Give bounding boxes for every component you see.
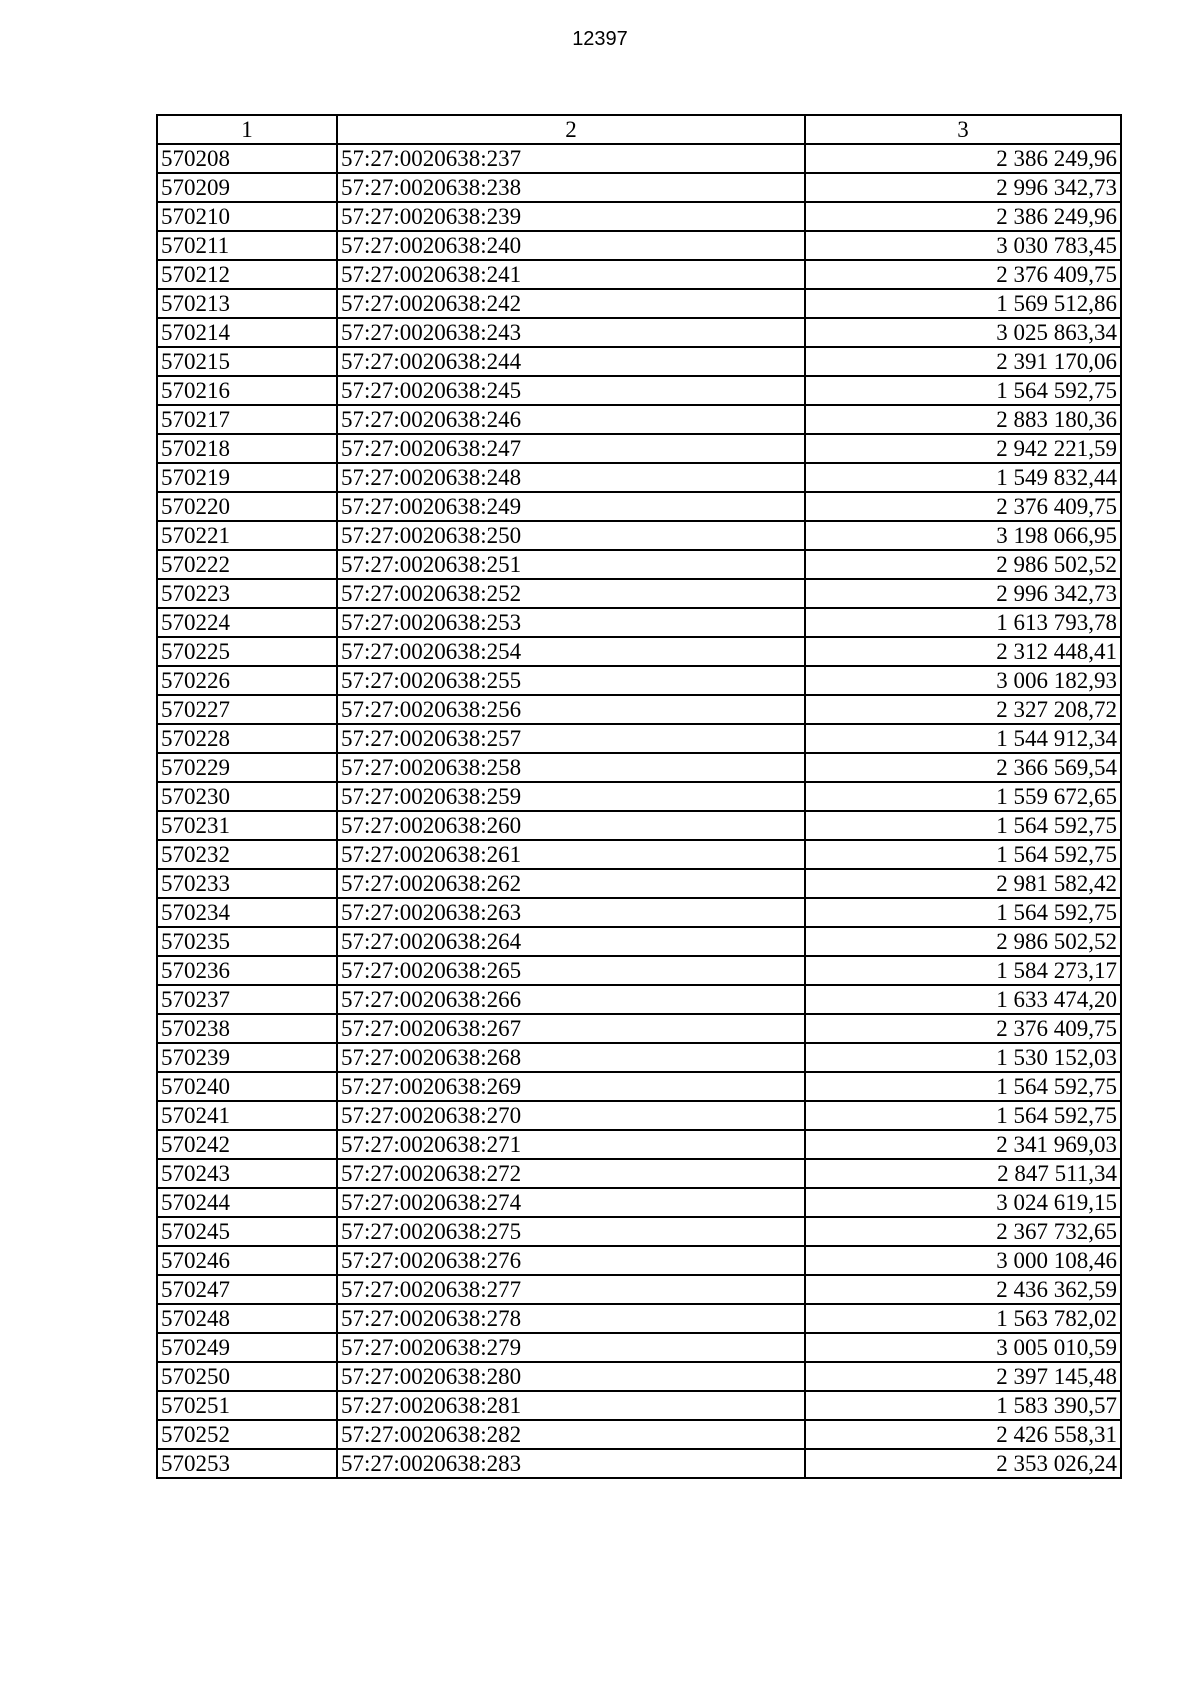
table-row	[157, 144, 1121, 173]
table-row	[157, 1101, 1121, 1130]
cadastral-number-cell: 57:27:0020638:256	[337, 695, 805, 724]
cadastral-value-cell: 2 996 342,73	[805, 579, 1121, 608]
row-number-cell: 570219	[157, 463, 337, 492]
row-number-cell: 570213	[157, 289, 337, 318]
table-row	[157, 1449, 1121, 1478]
cadastral-value-cell: 1 530 152,03	[805, 1043, 1121, 1072]
cadastral-number-cell: 57:27:0020638:255	[337, 666, 805, 695]
table-row	[157, 463, 1121, 492]
cadastral-value-cell: 3 024 619,15	[805, 1188, 1121, 1217]
cadastral-number-cell: 57:27:0020638:268	[337, 1043, 805, 1072]
table-row	[157, 724, 1121, 753]
cadastral-value-cell: 2 436 362,59	[805, 1275, 1121, 1304]
cadastral-value-cell: 2 942 221,59	[805, 434, 1121, 463]
row-number-cell: 570241	[157, 1101, 337, 1130]
row-number-cell: 570224	[157, 608, 337, 637]
table-row	[157, 985, 1121, 1014]
cadastral-number-cell: 57:27:0020638:250	[337, 521, 805, 550]
row-number-cell: 570245	[157, 1217, 337, 1246]
cadastral-number-cell: 57:27:0020638:274	[337, 1188, 805, 1217]
table-row	[157, 1188, 1121, 1217]
table-row	[157, 898, 1121, 927]
cadastral-number-cell: 57:27:0020638:259	[337, 782, 805, 811]
cadastral-value-cell: 3 000 108,46	[805, 1246, 1121, 1275]
cadastral-number-cell: 57:27:0020638:240	[337, 231, 805, 260]
cadastral-number-cell: 57:27:0020638:243	[337, 318, 805, 347]
cadastral-number-cell: 57:27:0020638:281	[337, 1391, 805, 1420]
cadastral-number-cell: 57:27:0020638:277	[337, 1275, 805, 1304]
row-number-cell: 570231	[157, 811, 337, 840]
cadastral-value-cell: 2 376 409,75	[805, 492, 1121, 521]
cadastral-value-cell: 2 996 342,73	[805, 173, 1121, 202]
row-number-cell: 570240	[157, 1072, 337, 1101]
cadastral-number-cell: 57:27:0020638:254	[337, 637, 805, 666]
table-row	[157, 1362, 1121, 1391]
row-number-cell: 570217	[157, 405, 337, 434]
table-row	[157, 956, 1121, 985]
cadastral-number-cell: 57:27:0020638:269	[337, 1072, 805, 1101]
table-row	[157, 579, 1121, 608]
row-number-cell: 570242	[157, 1130, 337, 1159]
table-row	[157, 492, 1121, 521]
cadastral-number-cell: 57:27:0020638:247	[337, 434, 805, 463]
row-number-cell: 570223	[157, 579, 337, 608]
table-row	[157, 521, 1121, 550]
row-number-cell: 570244	[157, 1188, 337, 1217]
cadastral-number-cell: 57:27:0020638:280	[337, 1362, 805, 1391]
table-row	[157, 811, 1121, 840]
cadastral-value-cell: 2 397 145,48	[805, 1362, 1121, 1391]
cadastral-number-cell: 57:27:0020638:265	[337, 956, 805, 985]
table-row	[157, 753, 1121, 782]
cadastral-value-cell: 3 198 066,95	[805, 521, 1121, 550]
row-number-cell: 570247	[157, 1275, 337, 1304]
cadastral-value-cell: 3 006 182,93	[805, 666, 1121, 695]
row-number-cell: 570235	[157, 927, 337, 956]
table-row	[157, 1420, 1121, 1449]
row-number-cell: 570229	[157, 753, 337, 782]
cadastral-value-cell: 2 366 569,54	[805, 753, 1121, 782]
cadastral-value-cell: 1 564 592,75	[805, 1072, 1121, 1101]
cadastral-number-cell: 57:27:0020638:244	[337, 347, 805, 376]
row-number-cell: 570238	[157, 1014, 337, 1043]
cadastral-number-cell: 57:27:0020638:241	[337, 260, 805, 289]
cadastral-value-cell: 1 583 390,57	[805, 1391, 1121, 1420]
row-number-cell: 570218	[157, 434, 337, 463]
table-row	[157, 260, 1121, 289]
cadastral-value-cell: 3 030 783,45	[805, 231, 1121, 260]
column-header-2: 2	[337, 115, 805, 144]
row-number-cell: 570232	[157, 840, 337, 869]
row-number-cell: 570230	[157, 782, 337, 811]
table-row	[157, 1014, 1121, 1043]
table-row	[157, 1275, 1121, 1304]
cadastral-number-cell: 57:27:0020638:266	[337, 985, 805, 1014]
table-row	[157, 173, 1121, 202]
cadastral-value-cell: 2 986 502,52	[805, 550, 1121, 579]
row-number-cell: 570246	[157, 1246, 337, 1275]
cadastral-value-cell: 2 367 732,65	[805, 1217, 1121, 1246]
cadastral-value-cell: 1 559 672,65	[805, 782, 1121, 811]
cadastral-value-cell: 2 327 208,72	[805, 695, 1121, 724]
table-row	[157, 840, 1121, 869]
cadastral-number-cell: 57:27:0020638:257	[337, 724, 805, 753]
cadastral-value-cell: 1 613 793,78	[805, 608, 1121, 637]
cadastral-value-table	[156, 114, 1122, 1479]
row-number-cell: 570248	[157, 1304, 337, 1333]
table-row	[157, 1130, 1121, 1159]
cadastral-number-cell: 57:27:0020638:283	[337, 1449, 805, 1478]
table-row	[157, 318, 1121, 347]
cadastral-value-cell: 1 633 474,20	[805, 985, 1121, 1014]
row-number-cell: 570234	[157, 898, 337, 927]
cadastral-value-cell: 2 981 582,42	[805, 869, 1121, 898]
cadastral-number-cell: 57:27:0020638:271	[337, 1130, 805, 1159]
row-number-cell: 570225	[157, 637, 337, 666]
cadastral-value-cell: 2 883 180,36	[805, 405, 1121, 434]
cadastral-value-cell: 2 341 969,03	[805, 1130, 1121, 1159]
row-number-cell: 570226	[157, 666, 337, 695]
table-row	[157, 637, 1121, 666]
cadastral-value-cell: 2 986 502,52	[805, 927, 1121, 956]
row-number-cell: 570243	[157, 1159, 337, 1188]
cadastral-number-cell: 57:27:0020638:270	[337, 1101, 805, 1130]
table-row	[157, 927, 1121, 956]
cadastral-number-cell: 57:27:0020638:272	[337, 1159, 805, 1188]
cadastral-number-cell: 57:27:0020638:248	[337, 463, 805, 492]
row-number-cell: 570249	[157, 1333, 337, 1362]
table-header-row	[157, 115, 1121, 144]
column-header-1: 1	[157, 115, 337, 144]
row-number-cell: 570253	[157, 1449, 337, 1478]
cadastral-value-cell: 3 005 010,59	[805, 1333, 1121, 1362]
cadastral-number-cell: 57:27:0020638:251	[337, 550, 805, 579]
row-number-cell: 570236	[157, 956, 337, 985]
cadastral-value-cell: 2 386 249,96	[805, 144, 1121, 173]
row-number-cell: 570215	[157, 347, 337, 376]
cadastral-value-cell: 1 564 592,75	[805, 376, 1121, 405]
cadastral-number-cell: 57:27:0020638:261	[337, 840, 805, 869]
cadastral-value-cell: 1 564 592,75	[805, 1101, 1121, 1130]
cadastral-value-cell: 1 549 832,44	[805, 463, 1121, 492]
row-number-cell: 570237	[157, 985, 337, 1014]
table-row	[157, 376, 1121, 405]
row-number-cell: 570212	[157, 260, 337, 289]
cadastral-number-cell: 57:27:0020638:246	[337, 405, 805, 434]
row-number-cell: 570251	[157, 1391, 337, 1420]
table-row	[157, 1159, 1121, 1188]
cadastral-number-cell: 57:27:0020638:282	[337, 1420, 805, 1449]
table-row	[157, 202, 1121, 231]
cadastral-number-cell: 57:27:0020638:276	[337, 1246, 805, 1275]
row-number-cell: 570208	[157, 144, 337, 173]
row-number-cell: 570211	[157, 231, 337, 260]
row-number-cell: 570252	[157, 1420, 337, 1449]
table-row	[157, 1333, 1121, 1362]
row-number-cell: 570221	[157, 521, 337, 550]
table-row	[157, 666, 1121, 695]
cadastral-number-cell: 57:27:0020638:262	[337, 869, 805, 898]
cadastral-number-cell: 57:27:0020638:238	[337, 173, 805, 202]
table-row	[157, 1246, 1121, 1275]
table-row	[157, 231, 1121, 260]
cadastral-number-cell: 57:27:0020638:252	[337, 579, 805, 608]
table-row	[157, 782, 1121, 811]
cadastral-number-cell: 57:27:0020638:239	[337, 202, 805, 231]
cadastral-value-cell: 2 426 558,31	[805, 1420, 1121, 1449]
cadastral-number-cell: 57:27:0020638:258	[337, 753, 805, 782]
table-row	[157, 1391, 1121, 1420]
table-row	[157, 550, 1121, 579]
row-number-cell: 570228	[157, 724, 337, 753]
cadastral-value-cell: 2 353 026,24	[805, 1449, 1121, 1478]
table-row	[157, 405, 1121, 434]
cadastral-number-cell: 57:27:0020638:264	[337, 927, 805, 956]
table-body	[157, 144, 1121, 1478]
table-row	[157, 347, 1121, 376]
cadastral-value-cell: 1 564 592,75	[805, 811, 1121, 840]
table-row	[157, 1304, 1121, 1333]
table-row	[157, 1217, 1121, 1246]
table-row	[157, 434, 1121, 463]
cadastral-number-cell: 57:27:0020638:253	[337, 608, 805, 637]
cadastral-number-cell: 57:27:0020638:263	[337, 898, 805, 927]
table-row	[157, 869, 1121, 898]
cadastral-value-cell: 2 391 170,06	[805, 347, 1121, 376]
cadastral-number-cell: 57:27:0020638:237	[337, 144, 805, 173]
cadastral-value-cell: 1 563 782,02	[805, 1304, 1121, 1333]
cadastral-number-cell: 57:27:0020638:267	[337, 1014, 805, 1043]
cadastral-number-cell: 57:27:0020638:260	[337, 811, 805, 840]
row-number-cell: 570214	[157, 318, 337, 347]
cadastral-number-cell: 57:27:0020638:245	[337, 376, 805, 405]
row-number-cell: 570250	[157, 1362, 337, 1391]
cadastral-value-cell: 1 564 592,75	[805, 840, 1121, 869]
cadastral-value-cell: 2 376 409,75	[805, 1014, 1121, 1043]
table-row	[157, 1043, 1121, 1072]
row-number-cell: 570239	[157, 1043, 337, 1072]
table-row	[157, 289, 1121, 318]
cadastral-value-cell: 2 847 511,34	[805, 1159, 1121, 1188]
cadastral-number-cell: 57:27:0020638:242	[337, 289, 805, 318]
cadastral-number-cell: 57:27:0020638:278	[337, 1304, 805, 1333]
row-number-cell: 570216	[157, 376, 337, 405]
cadastral-value-cell: 1 584 273,17	[805, 956, 1121, 985]
table-row	[157, 1072, 1121, 1101]
row-number-cell: 570227	[157, 695, 337, 724]
row-number-cell: 570209	[157, 173, 337, 202]
cadastral-number-cell: 57:27:0020638:279	[337, 1333, 805, 1362]
table-row	[157, 608, 1121, 637]
cadastral-value-cell: 3 025 863,34	[805, 318, 1121, 347]
cadastral-value-cell: 1 564 592,75	[805, 898, 1121, 927]
row-number-cell: 570233	[157, 869, 337, 898]
row-number-cell: 570210	[157, 202, 337, 231]
cadastral-value-cell: 2 386 249,96	[805, 202, 1121, 231]
table-row	[157, 695, 1121, 724]
row-number-cell: 570220	[157, 492, 337, 521]
column-header-3: 3	[805, 115, 1121, 144]
row-number-cell: 570222	[157, 550, 337, 579]
cadastral-value-cell: 1 544 912,34	[805, 724, 1121, 753]
cadastral-number-cell: 57:27:0020638:249	[337, 492, 805, 521]
cadastral-value-cell: 2 312 448,41	[805, 637, 1121, 666]
page-number: 12397	[572, 28, 628, 50]
cadastral-number-cell: 57:27:0020638:275	[337, 1217, 805, 1246]
cadastral-value-cell: 2 376 409,75	[805, 260, 1121, 289]
cadastral-value-cell: 1 569 512,86	[805, 289, 1121, 318]
